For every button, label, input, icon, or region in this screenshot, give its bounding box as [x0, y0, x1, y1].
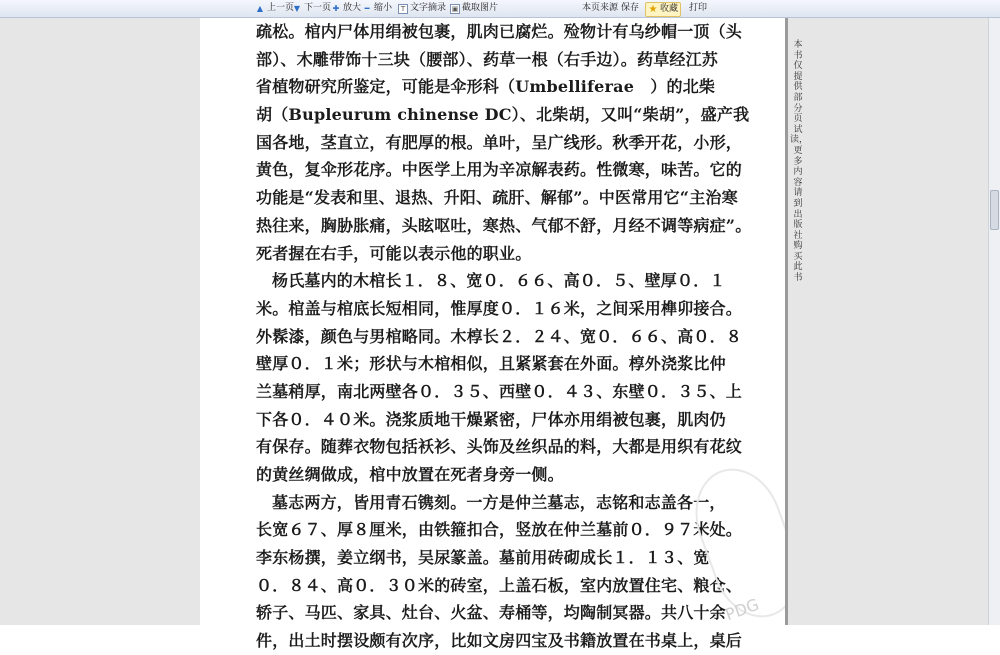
crop-image-button[interactable] — [450, 2, 498, 15]
text-line: 兰墓稍厚，南北两壁各０．３５、西壁０．４３、东壁０．３５、上 — [256, 381, 743, 401]
text-line: 下各０．４０米。浇浆质地干燥紧密，尸体亦用绢被包裹，肌肉仍 — [256, 409, 726, 429]
text-line: 功能是“发表和里、退热、升阳、疏肝、解郁”。中医常用它“主治寒 — [256, 188, 738, 208]
text-line: ０．８４、高０．３０米的砖室，上盖石板，室内放置住宅、粮仓、 — [256, 575, 743, 595]
text-line: 有保存。随葬衣物包括袄衫、头饰及丝织品的料，大都是用织有花纹 — [256, 437, 743, 457]
text-line: 省植物研究所鉴定，可能是伞形科（Umbelliferae ）的北柴 — [256, 77, 716, 97]
crop-icon: ▣ — [451, 4, 459, 13]
scanned-page — [200, 18, 787, 651]
crop-image-label: 截取图片 — [462, 3, 499, 13]
save-label: 保存 — [621, 3, 640, 13]
zoom-out-icon: ━ — [364, 3, 370, 13]
text-line: 米。棺盖与棺底长短相同，惟厚度０．１６米，之间采用榫卯接合。 — [256, 298, 743, 318]
text-extract-button[interactable] — [398, 2, 446, 15]
page-source-label: 本页来源 — [582, 3, 619, 13]
save-button[interactable] — [621, 2, 639, 15]
watermark-text: PDG — [722, 594, 762, 625]
zoom-out-label: 缩小 — [374, 3, 393, 13]
text-line: 件，出土时摆设颇有次序，比如文房四宝及书籍放置在书桌上，桌后 — [256, 631, 743, 651]
vertical-scrollbar[interactable] — [988, 18, 1000, 625]
text-line: 热往来，胸胁胀痛，头眩呕吐，寒热、气郁不舒，月经不调等病症”。 — [256, 215, 752, 235]
zoom-in-button[interactable] — [331, 2, 361, 15]
star-icon: ★ — [648, 3, 658, 15]
zoom-in-label: 放大 — [343, 3, 362, 13]
scrollbar-thumb[interactable] — [990, 190, 999, 230]
text-line: 胡（Bupleurum chinense DC）、北柴胡，又叫“柴胡”，盛产我 — [256, 105, 750, 125]
text-line: 部）、木雕带饰十三块（腰部）、药草一根（右手边）。药草经江苏 — [256, 49, 719, 69]
arrow-down-icon: ▼ — [293, 3, 301, 13]
zoom-in-icon: ✚ — [332, 3, 340, 13]
prev-page-button[interactable] — [255, 2, 294, 15]
favorite-button[interactable] — [645, 2, 681, 17]
text-line: 轿子、马匹、家具、灶台、火盆、寿桶等，均陶制冥器。共八十余 — [256, 603, 726, 623]
text-line: 外髹漆，颜色与男棺略同。木椁长２．２４、宽０．６６、高０．８ — [256, 326, 743, 346]
text-line: 杨氏墓内的木棺长１．８、宽０．６６、高０．５、壁厚０．１ — [272, 271, 726, 291]
text-line: 的黄丝绸做成，棺中放置在死者身旁一侧。 — [256, 465, 564, 484]
page-source-button[interactable] — [582, 2, 618, 15]
print-label: 打印 — [689, 3, 708, 13]
text-line: 国各地，茎直立，有肥厚的根。单叶，呈广线形。秋季开花，小形， — [256, 132, 743, 152]
zoom-out-button[interactable] — [362, 2, 392, 15]
viewer-margin-left — [0, 18, 200, 625]
text-line: 黄色，复伞形花序。中医学上用为辛凉解表药。性微寒，味苦。它的 — [256, 160, 743, 180]
trial-read-notice: 本书仅提供部分页试读，更多内容请到出版社购买此书 — [790, 40, 809, 284]
print-button[interactable] — [689, 2, 707, 15]
arrow-up-icon: ▲ — [256, 3, 264, 13]
viewer-margin-right — [788, 18, 988, 625]
text-line: 墓志两方，皆用青石镌刻。一方是仲兰墓志，志铭和志盖各一， — [272, 492, 726, 512]
text-line: 死者握在右手，可能以表示他的职业。 — [256, 243, 532, 263]
text-line: 疏松。棺内尸体用绢被包裹，肌肉已腐烂。殓物计有乌纱帽一顶（头 — [256, 22, 743, 41]
text-line: 李东杨撰，姜立纲书，吴尿篆盖。墓前用砖砌成长１．１３、宽 — [256, 548, 710, 568]
text-extract-label: 文字摘录 — [410, 3, 447, 13]
next-page-label: 下一页 — [304, 3, 332, 13]
text-line: 壁厚０．１米；形状与木棺相似，且紧紧套在外面。椁外浇浆比仲 — [256, 354, 726, 374]
favorite-label: 收藏 — [660, 4, 679, 14]
next-page-button[interactable] — [292, 2, 331, 15]
text-line: 长宽６７、厚８厘米，由铁箍扣合，竖放在仲兰墓前０．９７米处。 — [256, 520, 743, 540]
reader-toolbar — [0, 0, 1000, 18]
text-extract-icon: T — [398, 4, 408, 14]
prev-page-label: 上一页 — [267, 3, 295, 13]
